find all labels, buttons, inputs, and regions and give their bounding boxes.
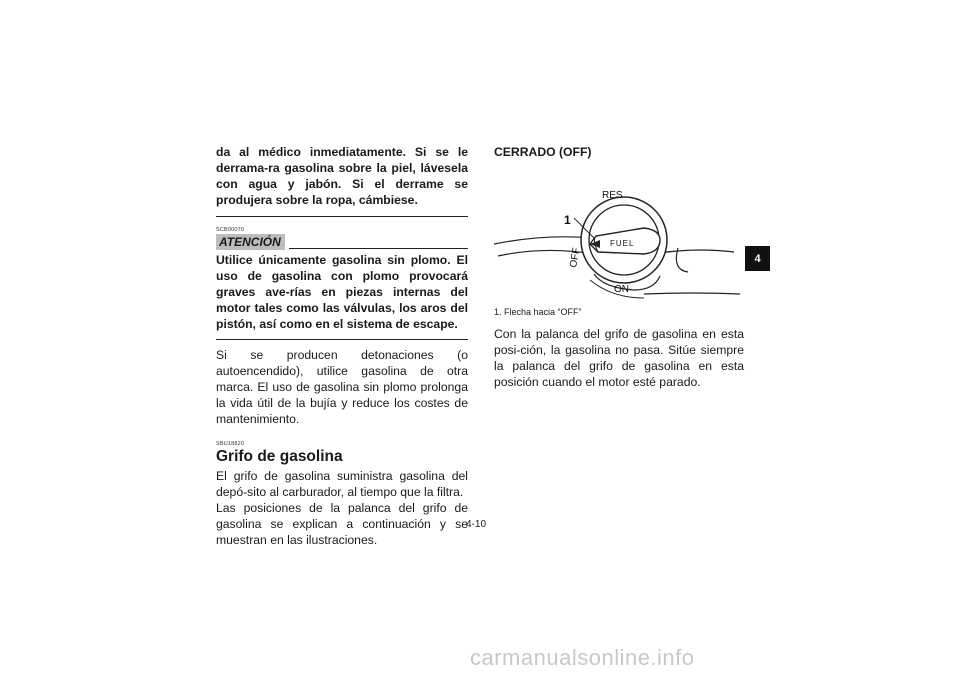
fuel-label: FUEL xyxy=(610,239,635,248)
watermark: carmanualsonline.info xyxy=(470,645,695,670)
caution-text: Utilice únicamente gasolina sin plomo. El uso de gasolina con plomo provocará graves ave-rías en piezas internas del motor tales como las válvulas, los aros del pistón, así como en el sistema de escape. xyxy=(216,253,468,331)
caution-block xyxy=(216,227,468,340)
divider xyxy=(216,339,468,340)
chapter-tab: 4 xyxy=(745,246,770,271)
section-title: Grifo de gasolina xyxy=(216,448,343,465)
fuel-cock-drawing xyxy=(494,174,742,302)
warning-continuation: da al médico inmediatamente. Si se le derrama-ra gasolina sobre la piel, lávesela con agua y jabón. Si el derrame se produjera sobre la ropa, cámbiese. xyxy=(216,145,468,207)
divider xyxy=(289,248,468,249)
callout-number: 1 xyxy=(564,213,571,227)
figure-caption: 1. Flecha hacia “OFF” xyxy=(494,307,582,317)
right-column xyxy=(494,144,744,390)
section-paragraph-1: El grifo de gasolina suministra gasolina del depó-sito al carburador, al tiempo que la filtra. xyxy=(216,469,468,499)
on-label: ON xyxy=(614,284,629,295)
left-column xyxy=(216,144,468,548)
off-label: OFF xyxy=(568,246,583,269)
caution-label: ATENCIÓN xyxy=(216,234,285,250)
body-paragraph: Si se producen detonaciones (o autoencendido), utilice gasolina de otra marca. El uso de gasolina sin plomo prolonga la vida útil de la bujía y reduce los costes de mantenimiento. xyxy=(216,348,468,426)
position-heading: CERRADO (OFF) xyxy=(494,145,592,159)
section-code: SBU18820 xyxy=(216,441,245,447)
section-paragraph-2: Las posiciones de la palanca del grifo de gasolina se explican a continuación y se muestran en las ilustraciones. xyxy=(216,501,468,547)
caution-header xyxy=(216,234,468,250)
body-paragraph: Con la palanca del grifo de gasolina en esta posi-ción, la gasolina no pasa. Sitúe siempre la palanca del grifo de gasolina en esta posición cuando el motor esté parado. xyxy=(494,327,744,389)
page-number: 4-10 xyxy=(466,519,487,530)
caution-code: SCB00070 xyxy=(216,227,245,233)
divider xyxy=(216,216,468,217)
fuel-cock-illustration xyxy=(494,174,742,302)
res-label: RES xyxy=(602,190,623,201)
